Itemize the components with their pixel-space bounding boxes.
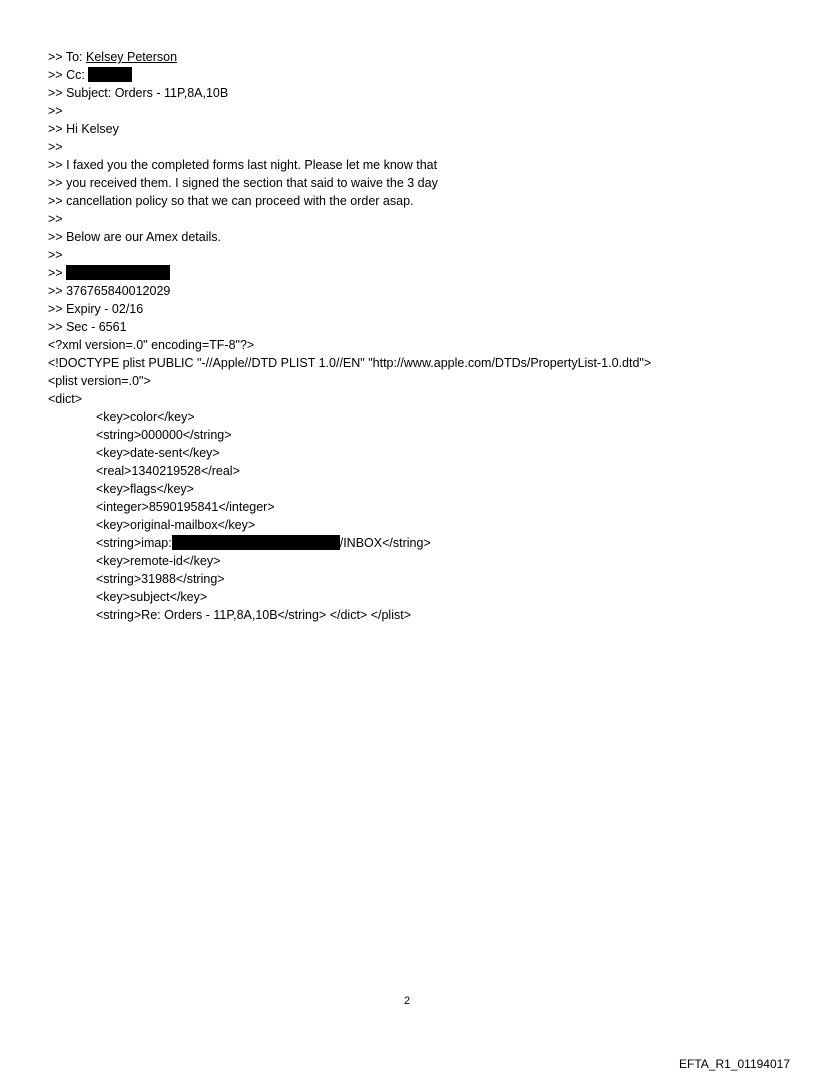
plist-key-original-mailbox: <key>original-mailbox</key> — [96, 518, 256, 532]
amex-line: >> Below are our Amex details. — [48, 230, 222, 244]
plist-key-remote-id: <key>remote-id</key> — [96, 554, 221, 568]
greeting-line: >> Hi Kelsey — [48, 122, 119, 136]
redaction-box — [172, 535, 340, 550]
to-name: Kelsey Peterson — [86, 50, 178, 64]
body-line-2: >> you received them. I signed the section that said to waive the 3 day — [48, 176, 438, 190]
plist-value-original-mailbox — [96, 534, 431, 552]
redaction-box — [66, 265, 170, 280]
to-prefix: >> To: — [48, 50, 86, 64]
xml-declaration: <?xml version=.0" encoding=TF-8"?> — [48, 338, 255, 352]
plist-value-flags: <integer>8590195841</integer> — [96, 500, 275, 514]
body-line-1: >> I faxed you the completed forms last night. Please let me know that — [48, 158, 438, 172]
dict-open-line: <dict> — [48, 392, 83, 406]
page-number: 2 — [404, 995, 411, 1007]
mailbox-prefix: <string>imap: — [96, 536, 172, 550]
blank-quote-line: >> — [48, 104, 63, 118]
bates-number: EFTA_R1_01194017 — [679, 1057, 790, 1071]
plist-key-subject: <key>subject</key> — [96, 590, 208, 604]
blank-quote-line: >> — [48, 248, 63, 262]
cc-line — [48, 66, 132, 84]
plist-value-color: <string>000000</string> — [96, 428, 232, 442]
plist-open-line: <plist version=.0"> — [48, 374, 151, 388]
cc-prefix: >> Cc: — [48, 68, 89, 82]
plist-key-date-sent: <key>date-sent</key> — [96, 446, 220, 460]
mailbox-suffix: /INBOX</string> — [339, 536, 431, 550]
doctype-line: <!DOCTYPE plist PUBLIC "-//Apple//DTD PLIST 1.0//EN" "http://www.apple.com/DTDs/PropertyList-1.0.dtd"> — [48, 356, 652, 370]
redacted-line — [48, 264, 170, 282]
body-line-3: >> cancellation policy so that we can proceed with the order asap. — [48, 194, 414, 208]
plist-value-date-sent: <real>1340219528</real> — [96, 464, 240, 478]
to-line — [48, 48, 177, 66]
plist-key-color: <key>color</key> — [96, 410, 195, 424]
expiry-line: >> Expiry - 02/16 — [48, 302, 144, 316]
blank-quote-line: >> — [48, 212, 63, 226]
plist-key-flags: <key>flags</key> — [96, 482, 194, 496]
redacted-prefix: >> — [48, 266, 67, 280]
card-number-line: >> 376765840012029 — [48, 284, 171, 298]
plist-value-remote-id: <string>31988</string> — [96, 572, 225, 586]
blank-quote-line: >> — [48, 140, 63, 154]
redaction-box — [88, 67, 132, 82]
subject-line: >> Subject: Orders - 11P,8A,10B — [48, 86, 229, 100]
plist-value-subject: <string>Re: Orders - 11P,8A,10B</string> </dict> </plist> — [96, 608, 411, 622]
sec-line: >> Sec - 6561 — [48, 320, 127, 334]
